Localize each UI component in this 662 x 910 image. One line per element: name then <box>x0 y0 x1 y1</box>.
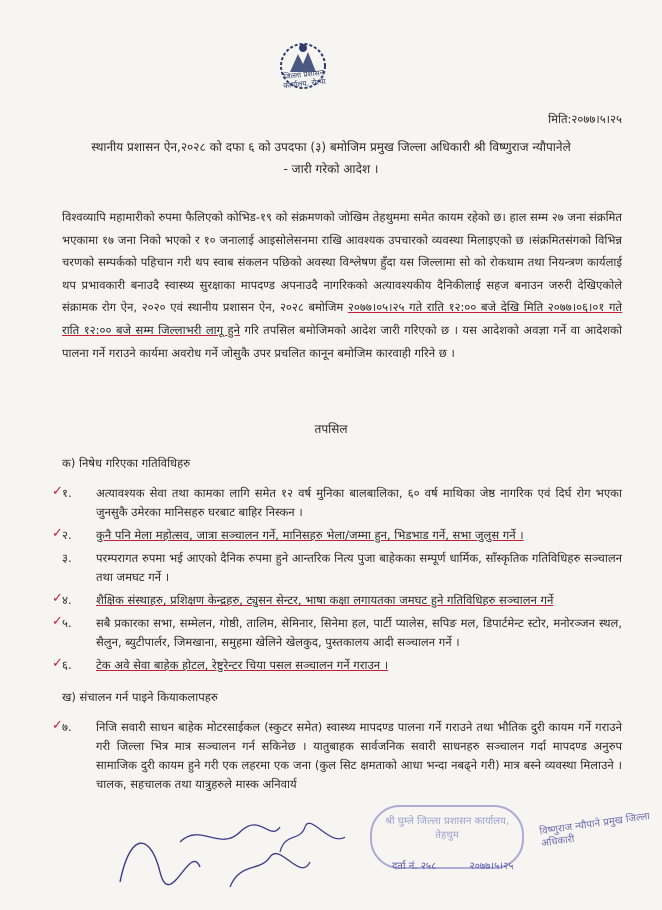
handwritten-signatures <box>110 812 360 902</box>
paragraph-text: विश्वव्यापि महामारीको रुपमा फैलिएको कोभिड-१९ को संक्रमणको जोखिम तेहथुममा समेत कायम रहेको छ। हाल सम्म २७ जना संक्रमित भएकामा १७ जना निको भएको र १० जनालाई आइसोलेसनमा राखि आवश्यक उपचारको व्यवस्था मिलाइएको छ ।संक्रमितसंगको विभिन्न चरणको सम्पर्कको पहिचान गरी थप स्वाब संकलन पछिको अवस्था विश्लेषण हुँदा यस जिल्लामा सो को रोकथाम तथा नियन्त्रण कार्यलाई थप प्रभावकारी बनाउदै स्वास्थ्य सुरक्षाका मापदण्ड अपनाउदै नागरिकको अत्यावश्यकीय दैनिकीलाई सहज बनाउन जरुरी देखिएकोले संक्रामक रोग ऐन, २०२० एवं स्थानीय प्रशासन ऐन, २०२८ बमोजिम <box>62 210 622 315</box>
item-number: ७. <box>62 720 72 734</box>
official-signature-stamp: विष्णुराज न्यौपाने प्रमुख जिल्ला अधिकारी <box>538 811 651 850</box>
item-text: अत्यावश्यक सेवा तथा कामका लागि समेत १२ वर्ष मुनिका बालबालिका, ६० वर्ष माथिका जेष्ठ नागरिक एवं दिर्घ रोग भएका जुनसुकै उमेरका मानिसहरु घरबाट बाहिर निस्कन । <box>96 486 622 519</box>
list-item: ✓ ४. शैक्षिक संस्थाहरु, प्रशिक्षण केन्द्रहरु, ट्युसन सेन्टर, भाषा कक्षा लगायतका जमघट हुने गतिविधिहरु सञ्चालन गर्ने <box>62 591 622 610</box>
list-item: ✓ १. अत्यावश्यक सेवा तथा कामका लागि समेत १२ वर्ष मुनिका बालबालिका, ६० वर्ष माथिका जेष्ठ नागरिक एवं दिर्घ रोग भएका जुनसुकै उमेरका मानिसहरु घरबाट बाहिर निस्कन । <box>62 484 622 522</box>
document-heading <box>40 136 622 180</box>
item-text: निजि सवारी साधन बाहेक मोटरसाईकल (स्कुटर समेत) स्वास्थ्य मापदण्ड पालना गर्ने गराउने तथा भौतिक दुरी कायम गर्ने गराउने गरी जिल्ला भित्र मात्र सञ्चालन गर्न सकिनेछ । यातुबाहक सार्वजनिक सवारी साधनहरु सञ्चालन गर्दा मापदण्ड अनुरुप सामाजिक दुरी कायम हुने गरी एक लहरमा एक जना (कुल सिट क्षमताको आधा भन्दा नबढ्ने गरी) मात्र बस्ने व्यवस्था मिलाउने । चालक, सहचालक तथा यात्रुहरुले मास्क अनिवार्य <box>96 720 622 791</box>
order-paragraph <box>62 206 622 364</box>
list-item: ✓ २. कुनै पनि मेला महोत्सव, जात्रा सञ्चालन गर्ने, मानिसहरु भेला/जम्मा हुन, भिडभाड गर्ने, सभा जुलुस गर्ने । <box>62 526 622 545</box>
document-date: मिति:२०७७।५।२५ <box>548 112 622 126</box>
section-a-title: क) निषेध गरिएका गतिविधिहरु <box>62 456 191 470</box>
section-b-list <box>52 718 622 798</box>
item-text: टेक अवे सेवा बाहेक होटल, रेष्टुरेन्टर चिया पसल सञ्चालन गर्ने गराउन । <box>96 658 389 672</box>
section-a-list <box>52 484 622 679</box>
section-b-title: ख) संचालन गर्न पाइने कियाकलापहरु <box>62 690 218 704</box>
reg-number: २५८ <box>420 861 437 872</box>
reg-date: २०७७।५।२५ <box>469 861 514 872</box>
item-number: १. <box>62 486 72 500</box>
paragraph-text-end: गरि तपसिल बमोजिमको आदेश जारी गरिएको छ । यस आदेशको अवज्ञा गर्ने वा आदेशको पालना गर्ने गराउने कार्यमा अवरोध गर्ने जोसुकै उपर प्रचलित कानून बमोजिम कारवाही गरिने छ । <box>62 322 622 360</box>
item-text: सबै प्रकारका सभा, सम्मेलन, गोष्ठी, तालिम, सेमिनार, सिनेमा हल, पार्टी प्यालेस, सपिङ मल, डिपार्टमेन्ट स्टोर, मनोरञ्जन स्थल, सैलुन, ब्युटीपार्लर, जिमखाना, समुहमा खेलिने खेलकुद, पुस्तकालय आदी सञ्चालन गर्ने । <box>96 616 622 649</box>
list-item: ✓ ६. टेक अवे सेवा बाहेक होटल, रेष्टुरेन्टर चिया पसल सञ्चालन गर्ने गराउन । <box>62 656 622 675</box>
item-text: परम्परागत रुपमा भई आएको दैनिक रुपमा हुने आन्तरिक नित्य पुजा बाहेकका सम्पूर्ण धार्मिक, साँस्कृतिक गतिविधिहरु सञ्चालन तथा जमघट गर्ने । <box>96 551 622 584</box>
item-number: ६. <box>62 658 72 672</box>
item-number: ५. <box>62 616 72 630</box>
schedule-heading: तपसिल <box>314 422 348 436</box>
registration-info <box>392 858 513 872</box>
heading-line-1: स्थानीय प्रशासन ऐन,२०२८ को दफा ६ को उपदफा (३) बमोजिम प्रमुख जिल्ला अधिकारी श्री विष्णुराज न्यौपानेले <box>91 140 571 154</box>
emblem-text: जिल्ला प्रशासन कार्यालय, रोल्पा <box>282 67 327 91</box>
item-number: २. <box>62 528 72 542</box>
list-item: ✓ ७. निजि सवारी साधन बाहेक मोटरसाईकल (स्कुटर समेत) स्वास्थ्य मापदण्ड पालना गर्ने गराउने तथा भौतिक दुरी कायम गर्ने गराउने गरी जिल्ला भित्र मात्र सञ्चालन गर्न सकिनेछ । यातुबाहक सार्वजनिक सवारी साधनहरु सञ्चालन गर्दा मापदण्ड अनुरुप सामाजिक दुरी कायम हुने गरी एक लहरमा एक जना (कुल सिट क्षमताको आधा भन्दा नबढ्ने गरी) मात्र बस्ने व्यवस्था मिलाउने । चालक, सहचालक तथा यात्रुहरुले मास्क अनिवार्य <box>62 718 622 794</box>
item-text: कुनै पनि मेला महोत्सव, जात्रा सञ्चालन गर्ने, मानिसहरु भेला/जम्मा हुन, भिडभाड गर्ने, सभा जुलुस गर्ने । <box>96 528 524 542</box>
reg-label: दर्ता नं. <box>392 861 418 872</box>
item-number: ३. <box>62 551 72 565</box>
list-item: ✓ ५. सबै प्रकारका सभा, सम्मेलन, गोष्ठी, तालिम, सेमिनार, सिनेमा हल, पार्टी प्यालेस, सपिङ मल, डिपार्टमेन्ट स्टोर, मनोरञ्जन स्थल, सैलुन, ब्युटीपार्लर, जिमखाना, समुहमा खेलिने खेलकुद, पुस्तकालय आदी सञ्चालन गर्ने । <box>62 614 622 652</box>
list-item <box>62 549 622 587</box>
effective-period-text: २०७७।०५।२५ गते राति १२:०० बजे देखि मिति २०७७।०६।०१ गते राति १२:०० बजे सम्म जिल्लाभरी लागू हुने <box>62 300 623 337</box>
heading-line-2: - जारी गरेको आदेश । <box>283 162 379 176</box>
item-text: शैक्षिक संस्थाहरु, प्रशिक्षण केन्द्रहरु, ट्युसन सेन्टर, भाषा कक्षा लगायतका जमघट हुने गतिविधिहरु सञ्चालन गर्ने <box>96 593 554 607</box>
stamp-text: श्री घुम्ले जिल्ला प्रशासन कार्यालय, तेहथुम <box>384 816 510 841</box>
item-number: ४. <box>62 593 72 607</box>
